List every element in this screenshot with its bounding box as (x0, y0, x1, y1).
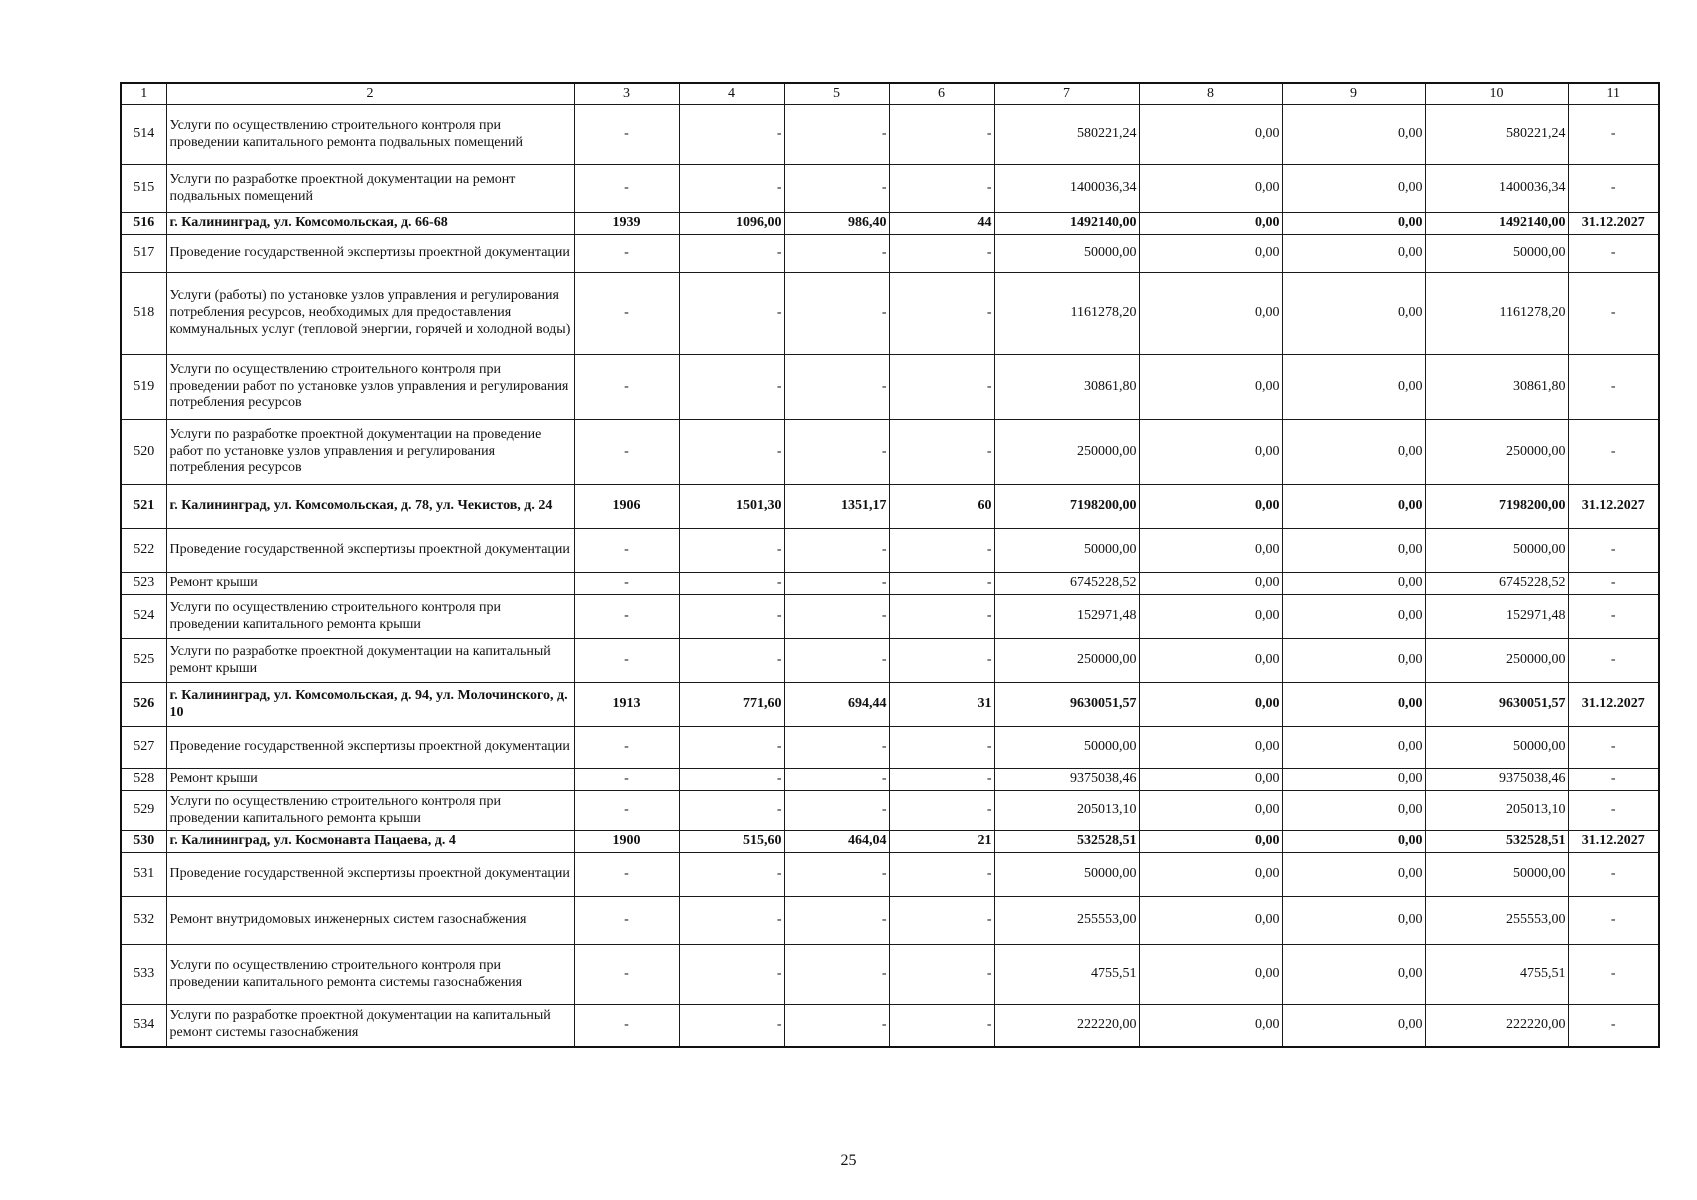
living-area-cell: - (784, 273, 889, 355)
year-cell: - (574, 769, 679, 791)
residents-count-cell: 21 (889, 831, 994, 853)
living-area-cell: - (784, 105, 889, 165)
total-cost-cell: 532528,51 (994, 831, 1139, 853)
column-header: 8 (1139, 83, 1282, 105)
total-area-cell: 515,60 (679, 831, 784, 853)
residents-count-cell: - (889, 105, 994, 165)
row-number-cell: 518 (121, 273, 166, 355)
total-cost-cell: 205013,10 (994, 791, 1139, 831)
total-cost-cell: 7198200,00 (994, 485, 1139, 529)
fund-cost-cell: 50000,00 (1425, 235, 1568, 273)
row-number-cell: 529 (121, 791, 166, 831)
year-cell: - (574, 853, 679, 897)
fund-cost-cell: 50000,00 (1425, 853, 1568, 897)
work-item-row (121, 727, 1659, 769)
cost-cell-8: 0,00 (1139, 165, 1282, 213)
total-cost-cell: 250000,00 (994, 639, 1139, 683)
residents-count-cell: - (889, 853, 994, 897)
total-area-cell: - (679, 355, 784, 420)
living-area-cell: - (784, 639, 889, 683)
address-row (121, 683, 1659, 727)
work-description-cell: Услуги по осуществлению строительного контроля при проведении капитального ремонта подвальных помещений (166, 105, 574, 165)
cost-cell-8: 0,00 (1139, 727, 1282, 769)
total-area-cell: 1501,30 (679, 485, 784, 529)
residents-count-cell: - (889, 945, 994, 1005)
residents-count-cell: - (889, 165, 994, 213)
year-cell: - (574, 529, 679, 573)
work-description-cell: Услуги по разработке проектной документации на капитальный ремонт крыши (166, 639, 574, 683)
total-area-cell: - (679, 639, 784, 683)
cost-cell-9: 0,00 (1282, 165, 1425, 213)
total-area-cell: - (679, 897, 784, 945)
address-row (121, 213, 1659, 235)
address-row (121, 831, 1659, 853)
deadline-cell: - (1568, 791, 1659, 831)
cost-cell-8: 0,00 (1139, 897, 1282, 945)
cost-cell-8: 0,00 (1139, 831, 1282, 853)
year-cell: 1900 (574, 831, 679, 853)
deadline-cell: - (1568, 165, 1659, 213)
cost-cell-8: 0,00 (1139, 853, 1282, 897)
living-area-cell: - (784, 355, 889, 420)
work-description-cell: Проведение государственной экспертизы проектной документации (166, 853, 574, 897)
cost-cell-8: 0,00 (1139, 945, 1282, 1005)
work-item-row (121, 573, 1659, 595)
year-cell: - (574, 235, 679, 273)
work-description-cell: г. Калининград, ул. Космонавта Пацаева, д. 4 (166, 831, 574, 853)
deadline-cell: - (1568, 853, 1659, 897)
year-cell: 1906 (574, 485, 679, 529)
total-cost-cell: 1492140,00 (994, 213, 1139, 235)
column-header: 7 (994, 83, 1139, 105)
cost-cell-9: 0,00 (1282, 213, 1425, 235)
work-item-row (121, 945, 1659, 1005)
residents-count-cell: - (889, 1005, 994, 1047)
total-cost-cell: 1161278,20 (994, 273, 1139, 355)
total-cost-cell: 255553,00 (994, 897, 1139, 945)
row-number-cell: 522 (121, 529, 166, 573)
living-area-cell: - (784, 1005, 889, 1047)
column-header: 1 (121, 83, 166, 105)
fund-cost-cell: 6745228,52 (1425, 573, 1568, 595)
total-cost-cell: 9630051,57 (994, 683, 1139, 727)
cost-cell-9: 0,00 (1282, 727, 1425, 769)
living-area-cell: - (784, 769, 889, 791)
cost-cell-8: 0,00 (1139, 791, 1282, 831)
residents-count-cell: 44 (889, 213, 994, 235)
total-cost-cell: 1400036,34 (994, 165, 1139, 213)
work-item-row (121, 897, 1659, 945)
residents-count-cell: - (889, 355, 994, 420)
living-area-cell: - (784, 897, 889, 945)
total-area-cell: - (679, 1005, 784, 1047)
fund-cost-cell: 50000,00 (1425, 727, 1568, 769)
cost-cell-9: 0,00 (1282, 945, 1425, 1005)
cost-cell-9: 0,00 (1282, 683, 1425, 727)
living-area-cell: - (784, 529, 889, 573)
cost-cell-9: 0,00 (1282, 1005, 1425, 1047)
column-header: 2 (166, 83, 574, 105)
total-area-cell: - (679, 791, 784, 831)
cost-cell-9: 0,00 (1282, 273, 1425, 355)
work-description-cell: Услуги по осуществлению строительного контроля при проведении капитального ремонта крыши (166, 595, 574, 639)
residents-count-cell: - (889, 235, 994, 273)
fund-cost-cell: 1492140,00 (1425, 213, 1568, 235)
total-cost-cell: 50000,00 (994, 529, 1139, 573)
deadline-cell: - (1568, 235, 1659, 273)
row-number-cell: 534 (121, 1005, 166, 1047)
row-number-cell: 517 (121, 235, 166, 273)
cost-cell-8: 0,00 (1139, 235, 1282, 273)
work-item-row (121, 273, 1659, 355)
total-cost-cell: 50000,00 (994, 235, 1139, 273)
work-item-row (121, 853, 1659, 897)
work-description-cell: Ремонт крыши (166, 573, 574, 595)
living-area-cell: - (784, 727, 889, 769)
row-number-cell: 528 (121, 769, 166, 791)
row-number-cell: 519 (121, 355, 166, 420)
total-cost-cell: 222220,00 (994, 1005, 1139, 1047)
year-cell: - (574, 355, 679, 420)
column-header: 4 (679, 83, 784, 105)
total-area-cell: - (679, 727, 784, 769)
cost-cell-8: 0,00 (1139, 355, 1282, 420)
column-header: 6 (889, 83, 994, 105)
row-number-cell: 524 (121, 595, 166, 639)
total-cost-cell: 50000,00 (994, 727, 1139, 769)
fund-cost-cell: 250000,00 (1425, 639, 1568, 683)
cost-cell-9: 0,00 (1282, 420, 1425, 485)
cost-cell-8: 0,00 (1139, 273, 1282, 355)
fund-cost-cell: 9375038,46 (1425, 769, 1568, 791)
work-item-row (121, 791, 1659, 831)
address-row (121, 485, 1659, 529)
fund-cost-cell: 9630051,57 (1425, 683, 1568, 727)
residents-count-cell: - (889, 420, 994, 485)
total-area-cell: 1096,00 (679, 213, 784, 235)
fund-cost-cell: 1400036,34 (1425, 165, 1568, 213)
cost-cell-8: 0,00 (1139, 105, 1282, 165)
row-number-cell: 514 (121, 105, 166, 165)
column-header: 9 (1282, 83, 1425, 105)
living-area-cell: 1351,17 (784, 485, 889, 529)
residents-count-cell: 60 (889, 485, 994, 529)
total-area-cell: - (679, 529, 784, 573)
fund-cost-cell: 30861,80 (1425, 355, 1568, 420)
living-area-cell: 694,44 (784, 683, 889, 727)
row-number-cell: 525 (121, 639, 166, 683)
total-cost-cell: 9375038,46 (994, 769, 1139, 791)
year-cell: - (574, 273, 679, 355)
total-cost-cell: 4755,51 (994, 945, 1139, 1005)
cost-cell-8: 0,00 (1139, 769, 1282, 791)
column-header: 5 (784, 83, 889, 105)
year-cell: 1939 (574, 213, 679, 235)
cost-cell-9: 0,00 (1282, 853, 1425, 897)
deadline-cell: - (1568, 105, 1659, 165)
cost-cell-8: 0,00 (1139, 420, 1282, 485)
deadline-cell: - (1568, 945, 1659, 1005)
residents-count-cell: - (889, 769, 994, 791)
year-cell: - (574, 945, 679, 1005)
living-area-cell: - (784, 420, 889, 485)
work-item-row (121, 355, 1659, 420)
year-cell: - (574, 573, 679, 595)
year-cell: 1913 (574, 683, 679, 727)
deadline-cell: - (1568, 573, 1659, 595)
residents-count-cell: - (889, 639, 994, 683)
living-area-cell: - (784, 573, 889, 595)
total-area-cell: 771,60 (679, 683, 784, 727)
deadline-cell: 31.12.2027 (1568, 485, 1659, 529)
row-number-cell: 516 (121, 213, 166, 235)
cost-cell-8: 0,00 (1139, 485, 1282, 529)
fund-cost-cell: 580221,24 (1425, 105, 1568, 165)
cost-cell-9: 0,00 (1282, 897, 1425, 945)
row-number-cell: 527 (121, 727, 166, 769)
deadline-cell: - (1568, 897, 1659, 945)
cost-cell-8: 0,00 (1139, 213, 1282, 235)
work-description-cell: Проведение государственной экспертизы проектной документации (166, 529, 574, 573)
row-number-cell: 520 (121, 420, 166, 485)
work-item-row (121, 105, 1659, 165)
cost-cell-9: 0,00 (1282, 235, 1425, 273)
work-item-row (121, 529, 1659, 573)
fund-cost-cell: 205013,10 (1425, 791, 1568, 831)
total-area-cell: - (679, 235, 784, 273)
work-description-cell: Услуги по разработке проектной документации на ремонт подвальных помещений (166, 165, 574, 213)
living-area-cell: - (784, 945, 889, 1005)
column-header: 11 (1568, 83, 1659, 105)
living-area-cell: - (784, 165, 889, 213)
row-number-cell: 521 (121, 485, 166, 529)
total-cost-cell: 6745228,52 (994, 573, 1139, 595)
fund-cost-cell: 532528,51 (1425, 831, 1568, 853)
work-description-cell: Проведение государственной экспертизы проектной документации (166, 727, 574, 769)
cost-cell-9: 0,00 (1282, 831, 1425, 853)
fund-cost-cell: 255553,00 (1425, 897, 1568, 945)
deadline-cell: - (1568, 529, 1659, 573)
year-cell: - (574, 165, 679, 213)
cost-cell-9: 0,00 (1282, 791, 1425, 831)
living-area-cell: - (784, 595, 889, 639)
work-item-row (121, 639, 1659, 683)
work-description-cell: Услуги по осуществлению строительного контроля при проведении работ по установке узлов управления и регулирования потребления ресурсов (166, 355, 574, 420)
total-area-cell: - (679, 769, 784, 791)
fund-cost-cell: 152971,48 (1425, 595, 1568, 639)
column-number-row (121, 83, 1659, 105)
work-description-cell: Услуги (работы) по установке узлов управления и регулирования потребления ресурсов, необходимых для предоставления коммунальных услуг (тепловой энергии, горячей и холодной воды) (166, 273, 574, 355)
year-cell: - (574, 420, 679, 485)
work-item-row (121, 769, 1659, 791)
fund-cost-cell: 1161278,20 (1425, 273, 1568, 355)
work-description-cell: г. Калининград, ул. Комсомольская, д. 66-68 (166, 213, 574, 235)
total-area-cell: - (679, 105, 784, 165)
cost-cell-8: 0,00 (1139, 595, 1282, 639)
cost-cell-9: 0,00 (1282, 595, 1425, 639)
work-item-row (121, 595, 1659, 639)
fund-cost-cell: 50000,00 (1425, 529, 1568, 573)
total-area-cell: - (679, 420, 784, 485)
deadline-cell: - (1568, 420, 1659, 485)
residents-count-cell: - (889, 273, 994, 355)
table-body (121, 105, 1659, 1047)
work-description-cell: г. Калининград, ул. Комсомольская, д. 78, ул. Чекистов, д. 24 (166, 485, 574, 529)
deadline-cell: - (1568, 769, 1659, 791)
work-description-cell: Услуги по осуществлению строительного контроля при проведении капитального ремонта системы газоснабжения (166, 945, 574, 1005)
cost-cell-8: 0,00 (1139, 1005, 1282, 1047)
residents-count-cell: 31 (889, 683, 994, 727)
work-description-cell: Проведение государственной экспертизы проектной документации (166, 235, 574, 273)
fund-cost-cell: 7198200,00 (1425, 485, 1568, 529)
year-cell: - (574, 727, 679, 769)
fund-cost-cell: 4755,51 (1425, 945, 1568, 1005)
cost-cell-8: 0,00 (1139, 529, 1282, 573)
total-area-cell: - (679, 573, 784, 595)
cost-cell-9: 0,00 (1282, 769, 1425, 791)
fund-cost-cell: 250000,00 (1425, 420, 1568, 485)
total-area-cell: - (679, 945, 784, 1005)
deadline-cell: 31.12.2027 (1568, 683, 1659, 727)
year-cell: - (574, 639, 679, 683)
year-cell: - (574, 105, 679, 165)
deadline-cell: - (1568, 355, 1659, 420)
residents-count-cell: - (889, 595, 994, 639)
residents-count-cell: - (889, 897, 994, 945)
work-description-cell: Услуги по разработке проектной документации на проведение работ по установке узлов управления и регулирования потребления ресурсов (166, 420, 574, 485)
living-area-cell: - (784, 791, 889, 831)
total-area-cell: - (679, 165, 784, 213)
work-item-row (121, 235, 1659, 273)
column-header: 3 (574, 83, 679, 105)
work-item-row (121, 420, 1659, 485)
year-cell: - (574, 595, 679, 639)
cost-cell-9: 0,00 (1282, 639, 1425, 683)
row-number-cell: 526 (121, 683, 166, 727)
row-number-cell: 533 (121, 945, 166, 1005)
page-number: 25 (840, 1152, 857, 1169)
fund-cost-cell: 222220,00 (1425, 1005, 1568, 1047)
residents-count-cell: - (889, 529, 994, 573)
total-cost-cell: 152971,48 (994, 595, 1139, 639)
living-area-cell: 464,04 (784, 831, 889, 853)
residents-count-cell: - (889, 573, 994, 595)
cost-cell-8: 0,00 (1139, 573, 1282, 595)
cost-cell-9: 0,00 (1282, 355, 1425, 420)
living-area-cell: 986,40 (784, 213, 889, 235)
year-cell: - (574, 791, 679, 831)
cost-cell-9: 0,00 (1282, 105, 1425, 165)
cost-cell-8: 0,00 (1139, 683, 1282, 727)
deadline-cell: - (1568, 1005, 1659, 1047)
deadline-cell: - (1568, 727, 1659, 769)
deadline-cell: - (1568, 639, 1659, 683)
work-item-row (121, 1005, 1659, 1047)
work-description-cell: Ремонт крыши (166, 769, 574, 791)
column-header: 10 (1425, 83, 1568, 105)
deadline-cell: - (1568, 595, 1659, 639)
year-cell: - (574, 897, 679, 945)
work-description-cell: Услуги по разработке проектной документации на капитальный ремонт системы газоснабжения (166, 1005, 574, 1047)
row-number-cell: 532 (121, 897, 166, 945)
living-area-cell: - (784, 235, 889, 273)
work-description-cell: г. Калининград, ул. Комсомольская, д. 94, ул. Молочинского, д. 10 (166, 683, 574, 727)
residents-count-cell: - (889, 791, 994, 831)
row-number-cell: 530 (121, 831, 166, 853)
deadline-cell: - (1568, 273, 1659, 355)
cost-cell-8: 0,00 (1139, 639, 1282, 683)
year-cell: - (574, 1005, 679, 1047)
residents-count-cell: - (889, 727, 994, 769)
total-area-cell: - (679, 853, 784, 897)
cost-cell-9: 0,00 (1282, 529, 1425, 573)
total-area-cell: - (679, 273, 784, 355)
total-area-cell: - (679, 595, 784, 639)
total-cost-cell: 250000,00 (994, 420, 1139, 485)
work-item-row (121, 165, 1659, 213)
total-cost-cell: 50000,00 (994, 853, 1139, 897)
row-number-cell: 523 (121, 573, 166, 595)
work-description-cell: Ремонт внутридомовых инженерных систем газоснабжения (166, 897, 574, 945)
living-area-cell: - (784, 853, 889, 897)
cost-cell-9: 0,00 (1282, 573, 1425, 595)
total-cost-cell: 30861,80 (994, 355, 1139, 420)
total-cost-cell: 580221,24 (994, 105, 1139, 165)
work-description-cell: Услуги по осуществлению строительного контроля при проведении капитального ремонта крыши (166, 791, 574, 831)
deadline-cell: 31.12.2027 (1568, 213, 1659, 235)
row-number-cell: 515 (121, 165, 166, 213)
deadline-cell: 31.12.2027 (1568, 831, 1659, 853)
row-number-cell: 531 (121, 853, 166, 897)
cost-cell-9: 0,00 (1282, 485, 1425, 529)
repair-program-table (120, 82, 1660, 1048)
